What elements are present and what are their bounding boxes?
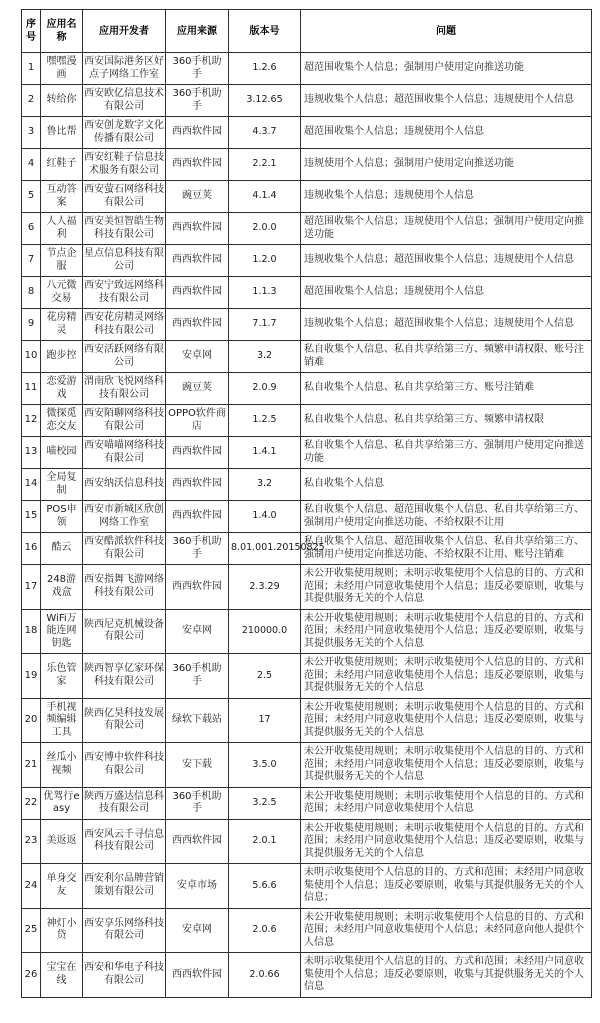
cell-developer: 西安市新城区欣创网络工作室 (83, 501, 166, 533)
table-row (22, 245, 592, 277)
cell-issue: 未明示收集使用个人信息的目的、方式和范围；未经用户同意收集使用个人信息；违反必要原则，收集与其提供服务无关的个人信息； (301, 864, 592, 909)
cell-developer: 星点信息科技有限公司 (83, 245, 166, 277)
cell-issue: 私自收集个人信息、超范围收集个人信息、私自共享给第三方、强制用户使用定向推送功能、不给权限不让用 (301, 501, 592, 533)
cell-source: 西西软件园 (166, 245, 229, 277)
cell-app-name: 喵校园 (41, 437, 83, 469)
table-row (22, 309, 592, 341)
cell-no: 21 (22, 743, 41, 788)
table-row (22, 698, 592, 743)
cell-source: 360手机助手 (166, 53, 229, 85)
cell-issue: 超范围收集个人信息；强制用户使用定向推送功能 (301, 53, 592, 85)
cell-source: 西西软件园 (166, 213, 229, 245)
cell-no: 9 (22, 309, 41, 341)
cell-no: 7 (22, 245, 41, 277)
app-violation-table (21, 9, 592, 998)
cell-developer: 西安美恒智皓生物科技有限公司 (83, 213, 166, 245)
cell-app-name: WiFi万能连网钥匙 (41, 609, 83, 654)
cell-app-name: 花房精灵 (41, 309, 83, 341)
cell-version: 2.2.1 (229, 149, 301, 181)
cell-app-name: 美返返 (41, 819, 83, 864)
cell-no: 12 (22, 405, 41, 437)
cell-issue: 未公开收集使用规则；未明示收集使用个人信息的目的、方式和范围；未经用户同意收集使用个人信息；违反必要原则，收集与其提供服务无关的个人信息 (301, 743, 592, 788)
cell-source: 安卓网 (166, 609, 229, 654)
cell-version: 4.3.7 (229, 117, 301, 149)
cell-app-name: 神灯小贷 (41, 908, 83, 953)
cell-source: 安卓网 (166, 908, 229, 953)
cell-source: 安下载 (166, 743, 229, 788)
cell-version: 4.1.4 (229, 181, 301, 213)
cell-version: 3.12.65 (229, 85, 301, 117)
cell-source: 西西软件园 (166, 149, 229, 181)
cell-issue: 超范围收集个人信息；违规使用个人信息 (301, 277, 592, 309)
cell-source: 西西软件园 (166, 819, 229, 864)
cell-developer: 西安欧亿信息技术有限公司 (83, 85, 166, 117)
cell-issue: 违规收集个人信息；超范围收集个人信息；违规使用个人信息 (301, 245, 592, 277)
cell-app-name: POS申领 (41, 501, 83, 533)
cell-issue: 违规收集个人信息；超范围收集个人信息；违规使用个人信息 (301, 85, 592, 117)
cell-developer: 西安和华电子科技有限公司 (83, 953, 166, 998)
cell-issue: 未公开收集使用规则；未明示收集使用个人信息的目的、方式和范围；未经用户同意收集使用个人信息；违反必要原则，收集与其提供服务无关的个人信息 (301, 565, 592, 610)
table-row (22, 213, 592, 245)
cell-issue: 私自收集个人信息、私自共享给第三方、账号注销难 (301, 373, 592, 405)
cell-no: 11 (22, 373, 41, 405)
table-row (22, 501, 592, 533)
cell-issue: 私自收集个人信息、私自共享给第三方、频繁申请权限、账号注销难 (301, 341, 592, 373)
table-row (22, 149, 592, 181)
cell-version: 3.2 (229, 469, 301, 501)
cell-version: 17 (229, 698, 301, 743)
table-row (22, 565, 592, 610)
table-row (22, 277, 592, 309)
cell-issue: 超范围收集个人信息；违规使用个人信息；强制用户使用定向推送功能 (301, 213, 592, 245)
cell-app-name: 酷云 (41, 533, 83, 565)
cell-source: 安卓网 (166, 341, 229, 373)
table-row (22, 864, 592, 909)
table-row (22, 405, 592, 437)
cell-no: 10 (22, 341, 41, 373)
cell-app-name: 手机视频编辑工具 (41, 698, 83, 743)
cell-developer: 西安博中软件科技有限公司 (83, 743, 166, 788)
cell-developer: 西安纳沃信息科技 (83, 469, 166, 501)
cell-developer: 渭南欣飞悦网络科技有限公司 (83, 373, 166, 405)
cell-version: 3.2.5 (229, 787, 301, 819)
cell-issue: 未公开收集使用规则；未明示收集使用个人信息的目的、方式和范围；未经用户同意收集使用个人信息；违反必要原则，收集与其提供服务无关的个人信息 (301, 654, 592, 699)
cell-source: 西西软件园 (166, 277, 229, 309)
table-row (22, 373, 592, 405)
cell-app-name: 转给你 (41, 85, 83, 117)
cell-developer: 陕西尼克机械设备有限公司 (83, 609, 166, 654)
cell-developer: 西安创龙数字文化传播有限公司 (83, 117, 166, 149)
cell-app-name: 红鞋子 (41, 149, 83, 181)
header-source: 应用来源 (166, 10, 229, 53)
cell-app-name: 人人福利 (41, 213, 83, 245)
cell-source: 安卓市场 (166, 864, 229, 909)
cell-issue: 违规收集个人信息；超范围收集个人信息；违规使用个人信息 (301, 309, 592, 341)
table-row (22, 53, 592, 85)
cell-source: 西西软件园 (166, 565, 229, 610)
header-version: 版本号 (229, 10, 301, 53)
header-issue: 问题 (301, 10, 592, 53)
cell-source: 360手机助手 (166, 787, 229, 819)
cell-no: 4 (22, 149, 41, 181)
cell-no: 17 (22, 565, 41, 610)
cell-source: 360手机助手 (166, 654, 229, 699)
cell-developer: 西安花房精灵网络科技有限公司 (83, 309, 166, 341)
cell-version: 7.1.7 (229, 309, 301, 341)
cell-no: 18 (22, 609, 41, 654)
cell-issue: 未明示收集使用个人信息的目的、方式和范围；未经用户同意收集使用个人信息；违反必要原则，收集与其提供服务无关的个人信息 (301, 953, 592, 998)
cell-version: 1.2.0 (229, 245, 301, 277)
cell-issue: 违规收集个人信息；违规使用个人信息 (301, 181, 592, 213)
table-row (22, 85, 592, 117)
cell-app-name: 鲁比帮 (41, 117, 83, 149)
cell-no: 24 (22, 864, 41, 909)
cell-developer: 陕西智享亿家环保科技有限公司 (83, 654, 166, 699)
table-row (22, 117, 592, 149)
cell-app-name: 跑步控 (41, 341, 83, 373)
cell-no: 20 (22, 698, 41, 743)
cell-developer: 西安陌聊网络科技有限公司 (83, 405, 166, 437)
cell-version: 2.5 (229, 654, 301, 699)
cell-version: 5.6.6 (229, 864, 301, 909)
cell-source: 西西软件园 (166, 501, 229, 533)
cell-issue: 未公开收集使用规则；未明示收集使用个人信息的目的、方式和范围；未经用户同意收集使用个人信息；违反必要原则，收集与其提供服务无关的个人信息 (301, 609, 592, 654)
header-row (22, 10, 592, 53)
cell-issue: 超范围收集个人信息；违规使用个人信息 (301, 117, 592, 149)
cell-version: 2.3.29 (229, 565, 301, 610)
cell-developer: 西安利尔品牌营销策划有限公司 (83, 864, 166, 909)
cell-issue: 未公开收集使用规则；未明示收集使用个人信息的目的、方式和范围；未经用户同意收集使用个人信息 (301, 787, 592, 819)
cell-version: 3.2 (229, 341, 301, 373)
cell-version: 2.0.9 (229, 373, 301, 405)
table-body (22, 53, 592, 998)
cell-app-name: 单身交友 (41, 864, 83, 909)
cell-source: 西西软件园 (166, 437, 229, 469)
cell-developer: 西安活跃网络有限公司 (83, 341, 166, 373)
cell-no: 8 (22, 277, 41, 309)
cell-version: 8.01.001.20150825 (229, 533, 301, 565)
table-row (22, 469, 592, 501)
table-row (22, 743, 592, 788)
cell-no: 3 (22, 117, 41, 149)
cell-source: 豌豆荚 (166, 373, 229, 405)
cell-developer: 西安国际港务区好点子网络工作室 (83, 53, 166, 85)
cell-issue: 私自收集个人信息 (301, 469, 592, 501)
header-developer: 应用开发者 (83, 10, 166, 53)
table-row (22, 609, 592, 654)
cell-source: 360手机助手 (166, 85, 229, 117)
cell-no: 23 (22, 819, 41, 864)
cell-no: 1 (22, 53, 41, 85)
cell-no: 22 (22, 787, 41, 819)
table-row (22, 437, 592, 469)
cell-no: 2 (22, 85, 41, 117)
cell-version: 1.2.5 (229, 405, 301, 437)
cell-source: 西西软件园 (166, 309, 229, 341)
cell-version: 2.0.1 (229, 819, 301, 864)
cell-developer: 陕西亿昊科技发展有限公司 (83, 698, 166, 743)
cell-app-name: 宝宝在线 (41, 953, 83, 998)
cell-source: 西西软件园 (166, 953, 229, 998)
header-app-name: 应用名称 (41, 10, 83, 53)
table-row (22, 908, 592, 953)
cell-developer: 西安酷派软件科技有限公司 (83, 533, 166, 565)
cell-issue: 未公开收集使用规则；未明示收集使用个人信息的目的、方式和范围；未经用户同意收集使用个人信息；违反必要原则，收集与其提供服务无关的个人信息 (301, 698, 592, 743)
cell-version: 1.2.6 (229, 53, 301, 85)
cell-version: 1.4.1 (229, 437, 301, 469)
table-row (22, 181, 592, 213)
cell-issue: 未公开收集使用规则；未明示收集使用个人信息的目的、方式和范围；未经用户同意收集使用个人信息；未经同意向他人提供个人信息 (301, 908, 592, 953)
cell-app-name: 优驾行easy (41, 787, 83, 819)
cell-developer: 西安指舞飞游网络科技有限公司 (83, 565, 166, 610)
cell-source: OPPO软件商店 (166, 405, 229, 437)
cell-source: 西西软件园 (166, 469, 229, 501)
cell-developer: 西安宁致远网络科技有限公司 (83, 277, 166, 309)
cell-app-name: 248游戏盒 (41, 565, 83, 610)
table-row (22, 953, 592, 998)
cell-app-name: 恋爱游戏 (41, 373, 83, 405)
cell-version: 210000.0 (229, 609, 301, 654)
cell-issue: 私自收集个人信息、超范围收集个人信息、私自共享给第三方、强制用户使用定向推送功能、不给权限不让用、账号注销难 (301, 533, 592, 565)
cell-source: 豌豆荚 (166, 181, 229, 213)
table-row (22, 341, 592, 373)
cell-developer: 陕西万盛达信息科技有限公司 (83, 787, 166, 819)
table-row (22, 787, 592, 819)
cell-no: 19 (22, 654, 41, 699)
cell-app-name: 八元微交易 (41, 277, 83, 309)
cell-version: 2.0.6 (229, 908, 301, 953)
cell-issue: 未公开收集使用规则；未明示收集使用个人信息的目的、方式和范围；未经用户同意收集使用个人信息；违反必要原则，收集与其提供服务无关的个人信息 (301, 819, 592, 864)
cell-no: 25 (22, 908, 41, 953)
table-row (22, 654, 592, 699)
cell-app-name: 丝瓜小视频 (41, 743, 83, 788)
cell-app-name: 微探觅恋交友 (41, 405, 83, 437)
cell-source: 360手机助手 (166, 533, 229, 565)
cell-no: 16 (22, 533, 41, 565)
cell-issue: 私自收集个人信息、私自共享给第三方、频繁申请权限 (301, 405, 592, 437)
cell-developer: 西安风云千寻信息科技有限公司 (83, 819, 166, 864)
cell-version: 3.5.0 (229, 743, 301, 788)
cell-developer: 西安享乐网络科技有限公司 (83, 908, 166, 953)
cell-version: 1.1.3 (229, 277, 301, 309)
cell-developer: 西安萤石网络科技有限公司 (83, 181, 166, 213)
cell-version: 2.0.0 (229, 213, 301, 245)
cell-app-name: 节点企服 (41, 245, 83, 277)
cell-no: 15 (22, 501, 41, 533)
cell-developer: 西安红鞋子信息技术服务有限公司 (83, 149, 166, 181)
cell-app-name: 乐色管家 (41, 654, 83, 699)
cell-source: 绿软下载站 (166, 698, 229, 743)
cell-app-name: 互动答案 (41, 181, 83, 213)
table-row (22, 533, 592, 565)
cell-no: 13 (22, 437, 41, 469)
cell-no: 6 (22, 213, 41, 245)
cell-issue: 私自收集个人信息、私自共享给第三方、强制用户使用定向推送功能 (301, 437, 592, 469)
cell-version: 1.4.0 (229, 501, 301, 533)
cell-app-name: 嘿嘿漫画 (41, 53, 83, 85)
header-no: 序号 (22, 10, 41, 53)
cell-app-name: 全局复制 (41, 469, 83, 501)
cell-no: 5 (22, 181, 41, 213)
cell-issue: 违规使用个人信息；强制用户使用定向推送功能 (301, 149, 592, 181)
cell-no: 26 (22, 953, 41, 998)
cell-version: 2.0.66 (229, 953, 301, 998)
cell-source: 西西软件园 (166, 117, 229, 149)
table-row (22, 819, 592, 864)
cell-developer: 西安喵喵网络科技有限公司 (83, 437, 166, 469)
cell-no: 14 (22, 469, 41, 501)
